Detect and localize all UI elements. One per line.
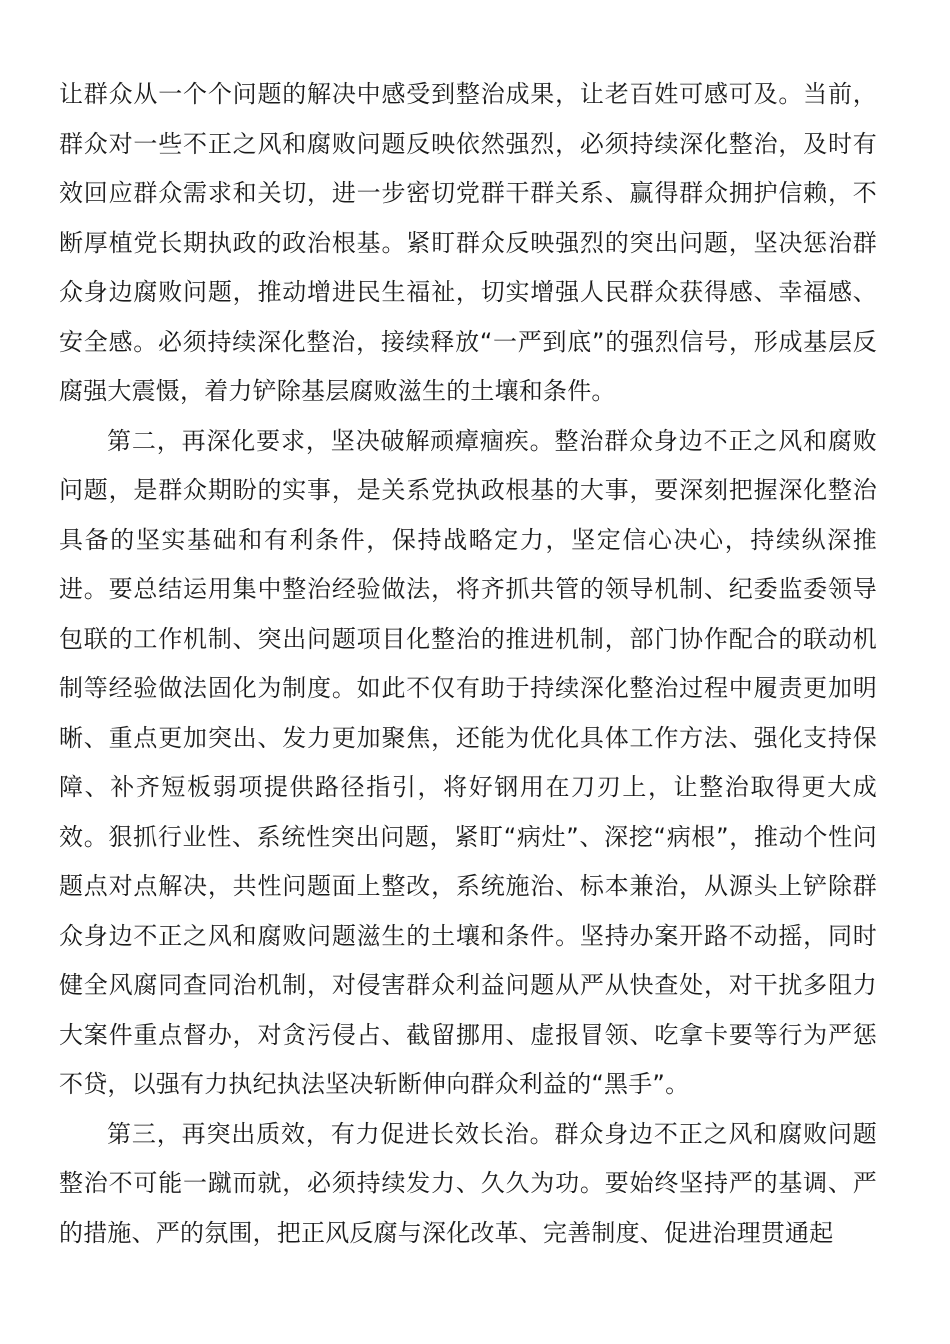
document-page: [59, 70, 877, 1258]
paragraph-intro: 让群众从一个个问题的解决中感受到整治成果，让老百姓可感可及。当前，群众对一些不正之风和腐败问题反映依然强烈，必须持续深化整治，及时有效回应群众需求和关切，进一步密切党群干群关系、赢得群众拥护信赖，不断厚植党长期执政的政治根基。紧盯群众反映强烈的突出问题，坚决惩治群众身边腐败问题，推动增进民生福祉，切实增强人民群众获得感、幸福感、安全感。必须持续深化整治，接续释放“一严到底”的强烈信号，形成基层反腐强大震慑，着力铲除基层腐败滋生的土壤和条件。: [59, 80, 877, 405]
paragraph-second-point: 第二，再深化要求，坚决破解顽瘴痼疾。整治群众身边不正之风和腐败问题，是群众期盼的实事，是关系党执政根基的大事，要深刻把握深化整治具备的坚实基础和有利条件，保持战略定力，坚定信心决心，持续纵深推进。要总结运用集中整治经验做法，将齐抓共管的领导机制、纪委监委领导包联的工作机制、突出问题项目化整治的推进机制，部门协作配合的联动机制等经验做法固化为制度。如此不仅有助于持续深化整治过程中履责更加明晰、重点更加突出、发力更加聚焦，还能为优化具体工作方法、强化支持保障、补齐短板弱项提供路径指引，将好钢用在刀刃上，让整治取得更大成效。狠抓行业性、系统性突出问题，紧盯“病灶”、深挖“病根”，推动个性问题点对点解决，共性问题面上整改，系统施治、标本兼治，从源头上铲除群众身边不正之风和腐败问题滋生的土壤和条件。坚持办案开路不动摇，同时健全风腐同查同治机制，对侵害群众利益问题从严从快查处，对干扰多阻力大案件重点督办，对贪污侵占、截留挪用、虚报冒领、吃拿卡要等行为严惩不贷，以强有力执纪执法坚决斩断伸向群众利益的“黑手”。: [59, 426, 877, 1098]
paragraph-third-point: 第三，再突出质效，有力促进长效长治。群众身边不正之风和腐败问题整治不可能一蹴而就，必须持续发力、久久为功。要始终坚持严的基调、严的措施、严的氛围，把正风反腐与深化改革、完善制度、促进治理贯通起: [59, 1119, 877, 1247]
